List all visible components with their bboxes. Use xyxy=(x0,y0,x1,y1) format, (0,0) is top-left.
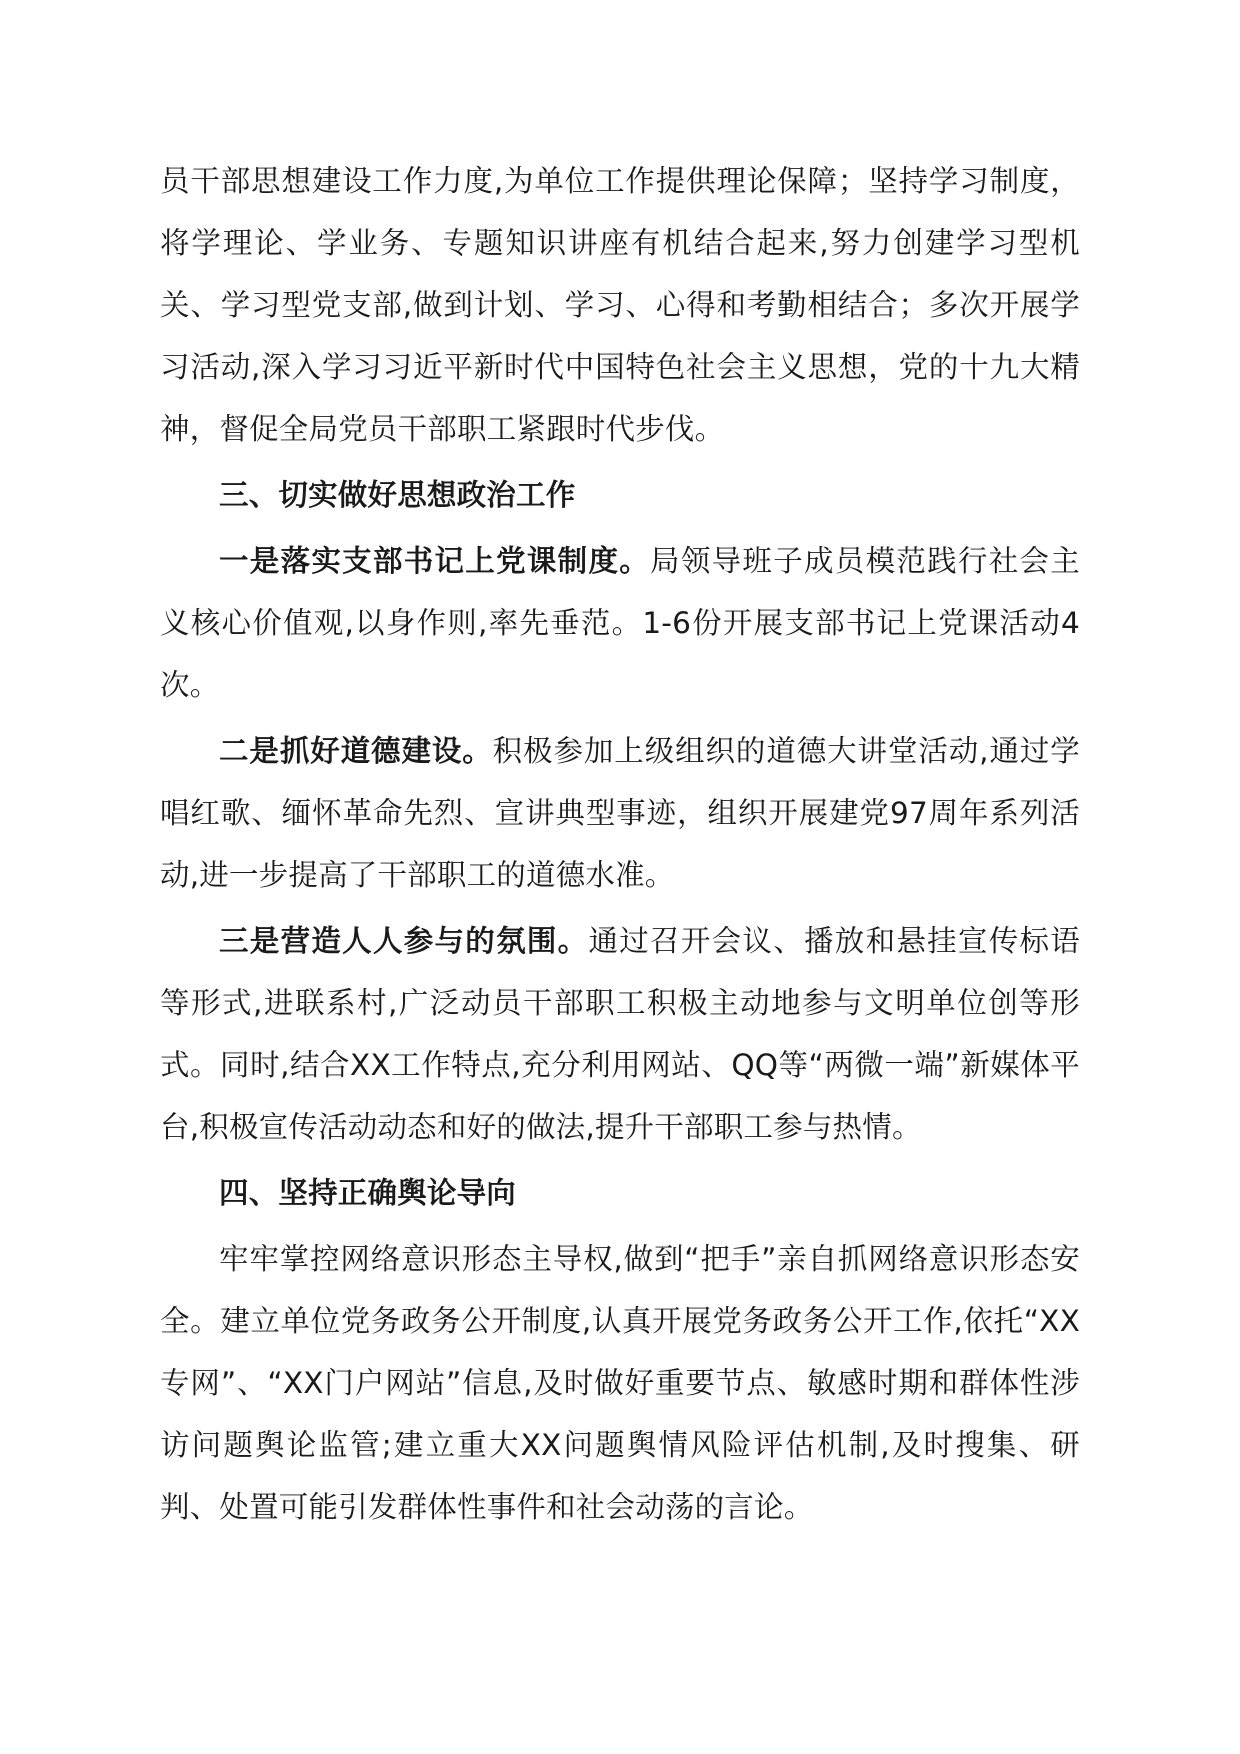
section-heading-three: 三、切实做好思想政治工作 xyxy=(219,478,576,512)
paragraph-item-two xyxy=(160,720,1080,906)
paragraph-final: 牢牢掌控网络意识形态主导权,做到“把手”亲自抓网络意识形态安全。建立单位党务政务公开制度,认真开展党务政务公开工作,依托“XX专网”、“XX门户网站”信息,及时做好重要节点、敏感时期和群体性涉访问题舆论监管;建立重大XX问题舆情风险评估机制,及时搜集、研判、处置可能引发群体性事件和社会动荡的言论。 xyxy=(160,1242,1080,1524)
paragraph-item-one-lead: 一是落实支部书记上党课制度。 xyxy=(219,544,651,578)
paragraph-item-one xyxy=(160,530,1080,716)
document-body xyxy=(160,150,1080,1538)
paragraph-item-three xyxy=(160,910,1080,1158)
paragraph-item-two-text: 积极参加上级组织的道德大讲堂活动,通过学唱红歌、缅怀革命先烈、宣讲典型事迹，组织开展建党97周年系列活动,进一步提高了干部职工的道德水准。 xyxy=(160,734,1080,892)
paragraph-item-three-lead: 三是营造人人参与的氛围。 xyxy=(219,924,589,958)
paragraph-item-one-text: 局领导班子成员模范践行社会主义核心价值观,以身作则,率先垂范。1-6份开展支部书记上党课活动4次。 xyxy=(160,544,1080,702)
paragraph-item-two-lead: 二是抓好道德建设。 xyxy=(219,734,493,768)
section-heading-four: 四、坚持正确舆论导向 xyxy=(219,1176,517,1210)
paragraph-item-three-text: 通过召开会议、播放和悬挂宣传标语等形式,进联系村,广泛动员干部职工积极主动地参与文明单位创等形式。同时,结合XX工作特点,充分利用网站、QQ等“两微一端”新媒体平台,积极宣传活动动态和好的做法,提升干部职工参与热情。 xyxy=(160,924,1080,1144)
paragraph-continuation: 员干部思想建设工作力度,为单位工作提供理论保障；坚持学习制度，将学理论、学业务、专题知识讲座有机结合起来,努力创建学习型机关、学习型党支部,做到计划、学习、心得和考勤相结合；多次开展学习活动,深入学习习近平新时代中国特色社会主义思想，党的十九大精神，督促全局党员干部职工紧跟时代步伐。 xyxy=(160,164,1080,446)
